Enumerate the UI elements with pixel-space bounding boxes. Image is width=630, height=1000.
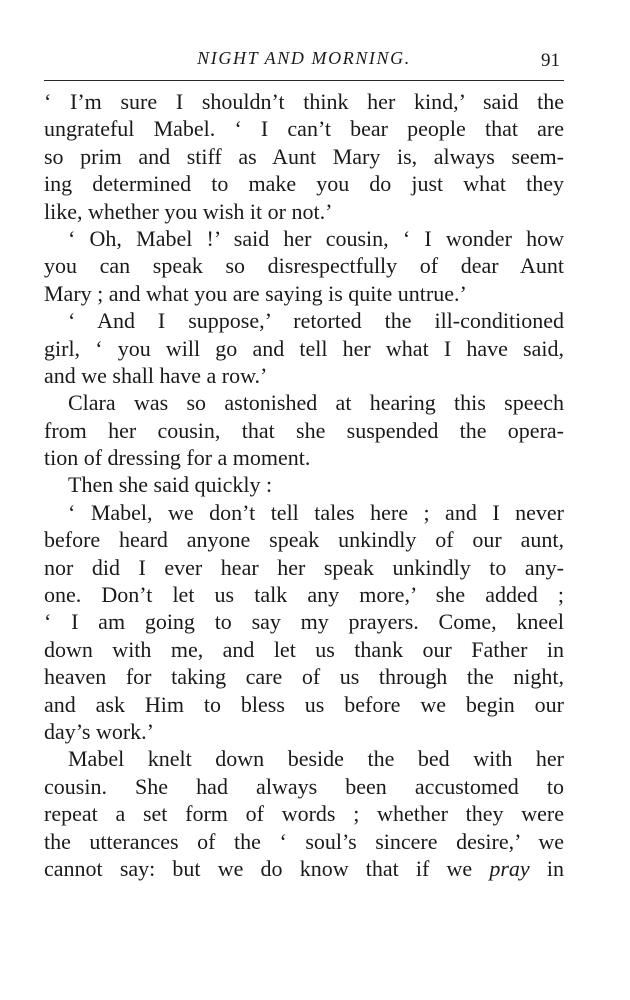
text-line-final <box>44 855 564 882</box>
text-line: one. Don’t let us talk any more,’ she added ; <box>44 582 564 608</box>
running-title: NIGHT AND MORNING. <box>197 48 411 68</box>
text-line: ing determined to make you do just what they <box>44 171 564 197</box>
text-line: day’s work.’ <box>44 718 154 744</box>
text-line: Then she said quickly : <box>68 472 273 498</box>
text-line: ‘ Mabel, we don’t tell tales here ; and I never <box>68 499 564 525</box>
text-line: before heard anyone speak unkindly of our aunt, <box>44 527 564 553</box>
text-line: and we shall have a row.’ <box>44 362 268 388</box>
header-rule <box>44 80 564 81</box>
text-line: ‘ And I suppose,’ retorted the ill-conditioned <box>68 308 564 334</box>
text-line: Mabel knelt down beside the bed with her <box>68 746 564 772</box>
text-line: nor did I ever hear her speak unkindly to any- <box>44 554 564 580</box>
text-line: ‘ I’m sure I shouldn’t think her kind,’ said the <box>44 89 564 114</box>
text-line: tion of dressing for a moment. <box>44 445 311 471</box>
text-segment: cannot say: but we do know that if we <box>44 855 490 881</box>
text-line: ungrateful Mabel. ‘ I can’t bear people that are <box>44 116 564 142</box>
text-line: you can speak so disrespectfully of dear Aunt <box>44 253 564 279</box>
text-line: down with me, and let us thank our Father in <box>44 636 564 662</box>
text-line: Mary ; and what you are saying is quite untrue.’ <box>44 280 467 306</box>
page-header <box>44 46 564 76</box>
body-text <box>44 88 564 882</box>
italic-word: pray <box>489 855 530 881</box>
text-line: ‘ Oh, Mabel !’ said her cousin, ‘ I wonder how <box>68 225 564 251</box>
text-line: cousin. She had always been accustomed to <box>44 773 564 799</box>
text-segment: in <box>529 855 564 881</box>
text-line: like, whether you wish it or not.’ <box>44 198 333 224</box>
text-line: from her cousin, that she suspended the opera- <box>44 417 564 443</box>
text-line: so prim and stiff as Aunt Mary is, always seem- <box>44 143 564 169</box>
page-number: 91 <box>541 50 560 71</box>
text-line: the utterances of the ‘ soul’s sincere desire,’ we <box>44 828 564 854</box>
text-line: ‘ I am going to say my prayers. Come, kneel <box>44 609 564 635</box>
text-line: repeat a set form of words ; whether they were <box>44 801 564 827</box>
text-line: Clara was so astonished at hearing this speech <box>68 390 564 416</box>
text-line: girl, ‘ you will go and tell her what I have said, <box>44 335 564 361</box>
text-line: and ask Him to bless us before we begin our <box>44 691 564 717</box>
text-line: heaven for taking care of us through the night, <box>44 664 564 690</box>
